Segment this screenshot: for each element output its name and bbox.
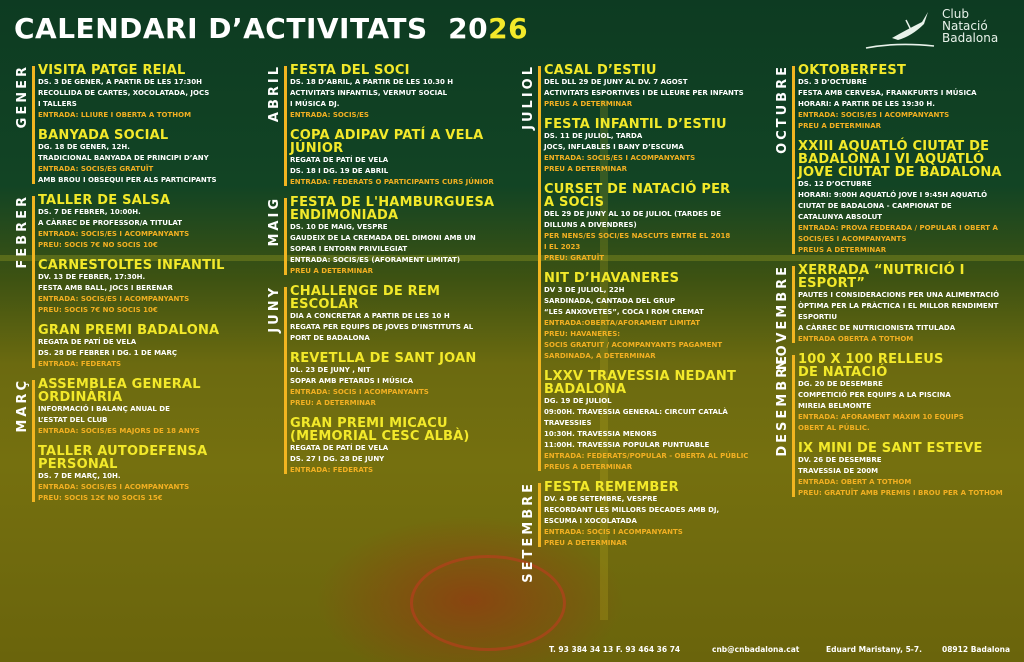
- event-detail: DS. 18 I DG. 19 DE ABRIL: [290, 167, 389, 175]
- event-entry-info: OBERT AL PÚBLIC.: [798, 424, 870, 432]
- event-entry-info: ENTRADA: SOCIS/ES I ACOMPANYANTS: [38, 295, 190, 303]
- event-entry-info: SOCIS/ES I ACOMPANYANTS: [798, 235, 907, 243]
- event-title: LXXV TRAVESSIA NEDANT: [544, 369, 737, 384]
- month-section-maig: [266, 196, 516, 277]
- event: [798, 64, 1024, 132]
- month-label: GENER: [15, 64, 30, 129]
- event-detail: I MÚSICA DJ.: [290, 100, 340, 108]
- event-title: XERRADA “NUTRICIÓ I: [798, 263, 965, 278]
- event-entry-info: ENTRADA: AFORAMENT MÀXIM 10 EQUIPS: [798, 413, 964, 421]
- event-entry-info: PREUS A DETERMINAR: [798, 246, 887, 254]
- month-label: OCTUBRE: [775, 64, 790, 154]
- event-title: NIT D’HAVANERES: [544, 271, 680, 286]
- month-section-gener: [14, 64, 264, 186]
- month-section-juny: [266, 285, 516, 476]
- event-detail: DEL 29 DE JUNY AL 10 DE JULIOL (TARDES DE: [544, 210, 721, 218]
- event-detail: ACTIVITATS ESPORTIVES I DE LLEURE PER INFANTS: [544, 89, 744, 97]
- event: [290, 285, 516, 344]
- footer-phone: T. 93 384 34 13 F. 93 464 36 74: [549, 645, 681, 654]
- month-section-febrer: [14, 194, 264, 370]
- event-detail: CATALUNYA ABSOLUT: [798, 213, 883, 221]
- event-detail: DL. 23 DE JUNY , NIT: [290, 366, 371, 374]
- event: [38, 259, 264, 316]
- event-entry-info: PREU A DETERMINAR: [544, 165, 628, 173]
- event: [544, 183, 770, 264]
- event-detail: PAUTES I CONSIDERACIONS PER UNA ALIMENTACIÓ: [798, 291, 1000, 299]
- event-title: TALLER AUTODEFENSA: [38, 444, 208, 459]
- event-detail: TRAVESSIES: [544, 419, 592, 427]
- event-entry-info: ENTRADA: FEDERATS O PARTICIPANTS CURS JÚNIOR: [290, 178, 494, 186]
- logo-line-natacio: Natació: [942, 19, 988, 33]
- event-title: FESTA REMEMBER: [544, 480, 679, 495]
- month-column: [266, 64, 516, 484]
- event-title: BADALONA I VI AQUATLÓ: [798, 152, 985, 167]
- event-title: GRAN PREMI MICACU: [290, 416, 448, 431]
- event-entry-info: ENTRADA: SOCIS/ES MAJORS DE 18 ANYS: [38, 427, 200, 435]
- month-label: MAIG: [267, 196, 282, 247]
- event: [290, 129, 516, 188]
- event-entry-info: SARDINADA, A DETERMINAR: [544, 352, 656, 360]
- event-entry-info: ENTRADA: SOCIS I ACOMPANYANTS: [290, 388, 429, 396]
- month-divider-bar: [284, 66, 287, 186]
- event-detail: INFORMACIÓ I BALANÇ ANUAL DE: [38, 405, 170, 413]
- event-entry-info: PREU: GRATUÏT AMB PREMIS I BROU PER A TOTHOM: [798, 489, 1003, 497]
- event-detail: 11:00H. TRAVESSIA POPULAR PUNTUABLE: [544, 441, 710, 449]
- event-entry-info: ENTRADA: SOCIS/ES I ACOMPANYANTS: [798, 111, 950, 119]
- event: [798, 140, 1024, 256]
- month-label: JUNY: [267, 285, 282, 333]
- event-entry-info: I EL 2023: [544, 243, 581, 251]
- event-detail: REGATA DE PATÍ DE VELA: [290, 444, 389, 452]
- event-title: ASSEMBLEA GENERAL: [38, 377, 201, 392]
- month-divider-bar: [792, 266, 795, 343]
- event-detail: COMPETICIÓ PER EQUIPS A LA PISCINA: [798, 391, 951, 399]
- event-title: ENDIMONIADA: [290, 208, 399, 223]
- month-label: NOVEMBRE: [775, 264, 790, 371]
- event-detail: DV. 4 DE SETEMBRE, VESPRE: [544, 495, 658, 503]
- event-title: BANYADA SOCIAL: [38, 128, 169, 143]
- event-entry-info: ENTRADA: FEDERATS: [38, 360, 122, 368]
- event-detail: RECORDANT LES MILLORS DECADES AMB DJ,: [544, 506, 720, 514]
- event-entry-info: ENTRADA: SOCIS/ES I ACOMPANYANTS: [544, 154, 696, 162]
- month-divider-bar: [32, 66, 35, 184]
- event-entry-info: PREU: A DETERMINAR: [290, 399, 376, 407]
- event-detail: DIA A CONCRETAR A PARTIR DE LES 10 H: [290, 312, 450, 320]
- event-entry-info: ENTRADA: SOCIS I ACOMPANYANTS: [544, 528, 683, 536]
- event-detail: RECOLLIDA DE CARTES, XOCOLATADA, JOCS: [38, 89, 210, 97]
- month-label: SETEMBRE: [521, 481, 536, 583]
- month-section-octubre: [774, 64, 1024, 256]
- event: [38, 129, 264, 186]
- event-entry-info: PREU: GRATUÏT: [544, 254, 605, 262]
- event: [290, 352, 516, 409]
- title-year-suffix: 26: [488, 12, 529, 45]
- event-detail: PORT DE BADALONA: [290, 334, 370, 342]
- month-label: FEBRER: [15, 194, 30, 269]
- event-entry-info: PREU: SOCIS 7€ NO SOCIS 10€: [38, 306, 158, 314]
- event-detail: DILLUNS A DIVENDRES): [544, 221, 637, 229]
- event-title: TALLER DE SALSA: [38, 193, 171, 208]
- club-logo: [862, 8, 1022, 52]
- event-detail: DV. 26 DE DESEMBRE: [798, 456, 882, 464]
- event-detail: REGATA DE PATÍ DE VELA: [38, 338, 137, 346]
- event-detail: GAUDEIX DE LA CREMADA DEL DIMONI AMB UN: [290, 234, 476, 242]
- month-divider-bar: [32, 380, 35, 502]
- event-title: ESPORT”: [798, 276, 866, 291]
- event-detail: DS. 7 DE FEBRER, 10:00H.: [38, 208, 141, 216]
- event-detail: DS. 11 DE JULIOL, TARDA: [544, 132, 643, 140]
- event-detail: HORARI: 9:00H AQUATLÓ JOVE I 9:45H AQUATLÓ: [798, 191, 988, 199]
- event-title: FESTA INFANTIL D’ESTIU: [544, 117, 727, 132]
- month-divider-bar: [792, 66, 795, 254]
- footer-email[interactable]: cnb@cnbadalona.cat: [712, 645, 800, 654]
- event-entry-info: SOCIS GRATUIT / ACOMPANYANTS PAGAMENT: [544, 341, 723, 349]
- event-detail: DG. 20 DE DESEMBRE: [798, 380, 883, 388]
- event: [38, 324, 264, 370]
- event-entry-info: ENTRADA: SOCIS/ES I ACOMPANYANTS: [38, 230, 190, 238]
- event-title: PERSONAL: [38, 457, 118, 472]
- event-title: CARNESTOLTES INFANTIL: [38, 258, 225, 273]
- month-section-setembre: [520, 480, 770, 583]
- event-detail: DS. 7 DE MARÇ, 10H.: [38, 472, 121, 480]
- logo-line-club: Club: [942, 7, 969, 21]
- event-entry-info: ENTRADA: OBERT A TOTHOM: [798, 478, 912, 486]
- event-entry-info: PREUS A DETERMINAR: [544, 100, 633, 108]
- event-entry-info: ENTRADA: SOCIS/ES GRATUÏT: [38, 165, 154, 173]
- event-entry-info: ENTRADA: FEDERATS/POPULAR - OBERTA AL PÚBLIC: [544, 452, 749, 460]
- month-divider-bar: [538, 483, 541, 547]
- event-entry-info: PREU: HAVANERES:: [544, 330, 621, 338]
- event: [290, 64, 516, 121]
- event: [798, 264, 1024, 345]
- event-title: CASAL D’ESTIU: [544, 63, 657, 78]
- event-detail: ESCUMA I XOCOLATADA: [544, 517, 637, 525]
- event-title: DE NATACIÓ: [798, 365, 888, 380]
- event-detail: SOPAR I ENTORN PRIVILEGIAT: [290, 245, 408, 253]
- event-detail: MIREIA BELMONTE: [798, 402, 872, 410]
- event-detail: AMB BROU I OBSEQUI PER ALS PARTICIPANTS: [38, 176, 217, 184]
- event-title: COPA ADIPAV PATÍ A VELA: [290, 128, 484, 143]
- month-column: [774, 64, 1024, 507]
- event-title: 100 X 100 RELLEUS: [798, 352, 944, 367]
- event-detail: DS. 3 DE GENER, A PARTIR DE LES 17:30H: [38, 78, 203, 86]
- event-title: GRAN PREMI BADALONA: [38, 323, 220, 338]
- event-entry-info: ENTRADA: LLIURE I OBERTA A TOTHOM: [38, 111, 192, 119]
- event-detail: DEL DLL 29 DE JUNY AL DV. 7 AGOST: [544, 78, 688, 86]
- event-title: CURSET DE NATACIÓ PER: [544, 182, 731, 197]
- event-entry-info: ENTRADA: SOCIS/ES: [290, 111, 369, 119]
- month-divider-bar: [792, 355, 795, 497]
- footer-address: Eduard Maristany, 5-7.: [826, 645, 922, 654]
- event-detail: ÒPTIMA PER LA PRÀCTICA I EL MILLOR RENDIMENT: [798, 302, 999, 310]
- event-detail: DG. 18 DE GENER, 12H.: [38, 143, 130, 151]
- month-section-abril: [266, 64, 516, 188]
- event: [544, 370, 770, 473]
- event-detail: REGATA DE PATÍ DE VELA: [290, 156, 389, 164]
- event: [290, 196, 516, 277]
- swimmer-logo-icon: [862, 8, 940, 52]
- event-detail: A CÀRREC DE NUTRICIONISTA TITULADA: [798, 324, 956, 332]
- logo-line-badalona: Badalona: [942, 31, 999, 45]
- event-entry-info: PREU: SOCIS 12€ NO SOCIS 15€: [38, 494, 163, 502]
- event-entry-info: PREU A DETERMINAR: [290, 267, 374, 275]
- event-detail: DS. 3 D’OCTUBRE: [798, 78, 867, 86]
- event: [38, 445, 264, 504]
- event: [544, 481, 770, 549]
- page-title: [14, 12, 528, 45]
- event-entry-info: ENTRADA: FEDERATS: [290, 466, 374, 474]
- month-divider-bar: [538, 66, 541, 471]
- event-detail: DS. 28 DE FEBRER I DG. 1 DE MARÇ: [38, 349, 177, 357]
- month-label: JULIOL: [521, 64, 536, 130]
- event-detail: TRAVESSIA DE 200M: [798, 467, 879, 475]
- event-entry-info: ENTRADA OBERTA A TOTHOM: [798, 335, 914, 343]
- month-divider-bar: [284, 287, 287, 474]
- event-detail: FESTA AMB CERVESA, FRANKFURTS I MÚSICA: [798, 89, 977, 97]
- event-detail: DS. 10 DE MAIG, VESPRE: [290, 223, 388, 231]
- event-title: A SOCIS: [544, 195, 605, 210]
- event-title: XXIII AQUATLÓ CIUTAT DE: [798, 139, 990, 154]
- event-detail: DS. 27 I DG. 28 DE JUNY: [290, 455, 385, 463]
- event-detail: SOPAR AMB PETARDS I MÚSICA: [290, 377, 414, 385]
- month-label: MARÇ: [15, 378, 30, 433]
- month-column: [14, 64, 264, 512]
- event-detail: ACTIVITATS INFANTILS, VERMUT SOCIAL: [290, 89, 448, 97]
- event-title: ORDINÀRIA: [38, 390, 123, 405]
- title-text: CALENDARI D’ACTIVITATS: [14, 12, 428, 45]
- event-detail: 09:00H. TRAVESSIA GENERAL: CIRCUIT CATALÀ: [544, 408, 728, 416]
- event-title: VISITA PATGE REIAL: [38, 63, 186, 78]
- event-detail: FESTA AMB BALL, JOCS I BERENAR: [38, 284, 173, 292]
- event: [798, 353, 1024, 434]
- event-entry-info: PREUS A DETERMINAR: [544, 463, 633, 471]
- event-entry-info: ENTRADA: SOCIS/ES I ACOMPANYANTS: [38, 483, 190, 491]
- footer-city: 08912 Badalona: [942, 645, 1011, 654]
- event-detail: HORARI: A PARTIR DE LES 19:30 H.: [798, 100, 935, 108]
- event-title: ESCOLAR: [290, 297, 359, 312]
- event: [544, 64, 770, 110]
- event-detail: JOCS, INFLABLES I BANY D’ESCUMA: [544, 143, 684, 151]
- event: [38, 64, 264, 121]
- event: [38, 378, 264, 437]
- event-detail: ENTRADA: SOCIS/ES (AFORAMENT LIMITAT): [290, 256, 461, 264]
- event-title: REVETLLA DE SANT JOAN: [290, 351, 477, 366]
- event-title: FESTA DE L'HAMBURGUESA: [290, 195, 495, 210]
- event-detail: A CÀRREC DE PROFESSOR/A TITULAT: [38, 219, 183, 227]
- event-detail: TRADICIONAL BANYADA DE PRINCIPI D’ANY: [38, 154, 209, 162]
- event-entry-info: ENTRADA:OBERTA/AFORAMENT LIMITAT: [544, 319, 701, 327]
- month-section-juliol: [520, 64, 770, 473]
- event-entry-info: PREU A DETERMINAR: [544, 539, 628, 547]
- month-divider-bar: [32, 196, 35, 368]
- event-detail: DS. 12 D’OCTUBRE: [798, 180, 872, 188]
- month-column: [520, 63, 770, 583]
- month-divider-bar: [284, 198, 287, 275]
- event-title: OKTOBERFEST: [798, 63, 907, 78]
- event-detail: DV. 13 DE FEBRER, 17:30H.: [38, 273, 146, 281]
- event-detail: “LES ANXOVETES”, COCA I ROM CREMAT: [544, 308, 704, 316]
- title-year-prefix: 20: [448, 12, 489, 45]
- event-title: JOVE CIUTAT DE BADALONA: [798, 165, 1002, 180]
- month-section-desembre: [774, 353, 1024, 499]
- event: [544, 118, 770, 175]
- basketball-hoop: [410, 555, 566, 651]
- event-detail: ESPORTIU: [798, 313, 838, 321]
- event-detail: DG. 19 DE JULIOL: [544, 397, 612, 405]
- event-title: BADALONA: [544, 382, 627, 397]
- event-title: FESTA DEL SOCI: [290, 63, 410, 78]
- event-detail: DV 3 DE JULIOL, 22H: [544, 286, 625, 294]
- event-entry-info: PER NENS/ES SOCI/ES NASCUTS ENTRE EL 2018: [544, 232, 731, 240]
- event: [544, 272, 770, 362]
- event-title: CHALLENGE DE REM: [290, 284, 441, 299]
- event-detail: SARDINADA, CANTADA DEL GRUP: [544, 297, 676, 305]
- event-title: (MEMORIAL CESC ALBÀ): [290, 429, 470, 444]
- month-label: DESEMBRE: [775, 353, 790, 457]
- event-detail: DS. 18 D’ABRIL, A PARTIR DE LES 10.30 H: [290, 78, 454, 86]
- event-detail: 10:30H. TRAVESSIA MENORS: [544, 430, 657, 438]
- month-section-març: [14, 378, 264, 504]
- event-title: JÚNIOR: [290, 141, 344, 156]
- month-label: ABRIL: [267, 64, 282, 123]
- event: [290, 417, 516, 476]
- event-entry-info: PREU: SOCIS 7€ NO SOCIS 10€: [38, 241, 158, 249]
- event-entry-info: PREU A DETERMINAR: [798, 122, 882, 130]
- event-entry-info: ENTRADA: PROVA FEDERADA / POPULAR I OBERT A: [798, 224, 998, 232]
- event: [38, 194, 264, 251]
- event-title: IX MINI DE SANT ESTEVE: [798, 441, 983, 456]
- event-detail: L’ESTAT DEL CLUB: [38, 416, 108, 424]
- event-detail: CIUTAT DE BADALONA - CAMPIONAT DE: [798, 202, 952, 210]
- event-detail: REGATA PER EQUIPS DE JOVES D’INSTITUTS AL: [290, 323, 474, 331]
- event-detail: I TALLERS: [38, 100, 77, 108]
- event: [798, 442, 1024, 499]
